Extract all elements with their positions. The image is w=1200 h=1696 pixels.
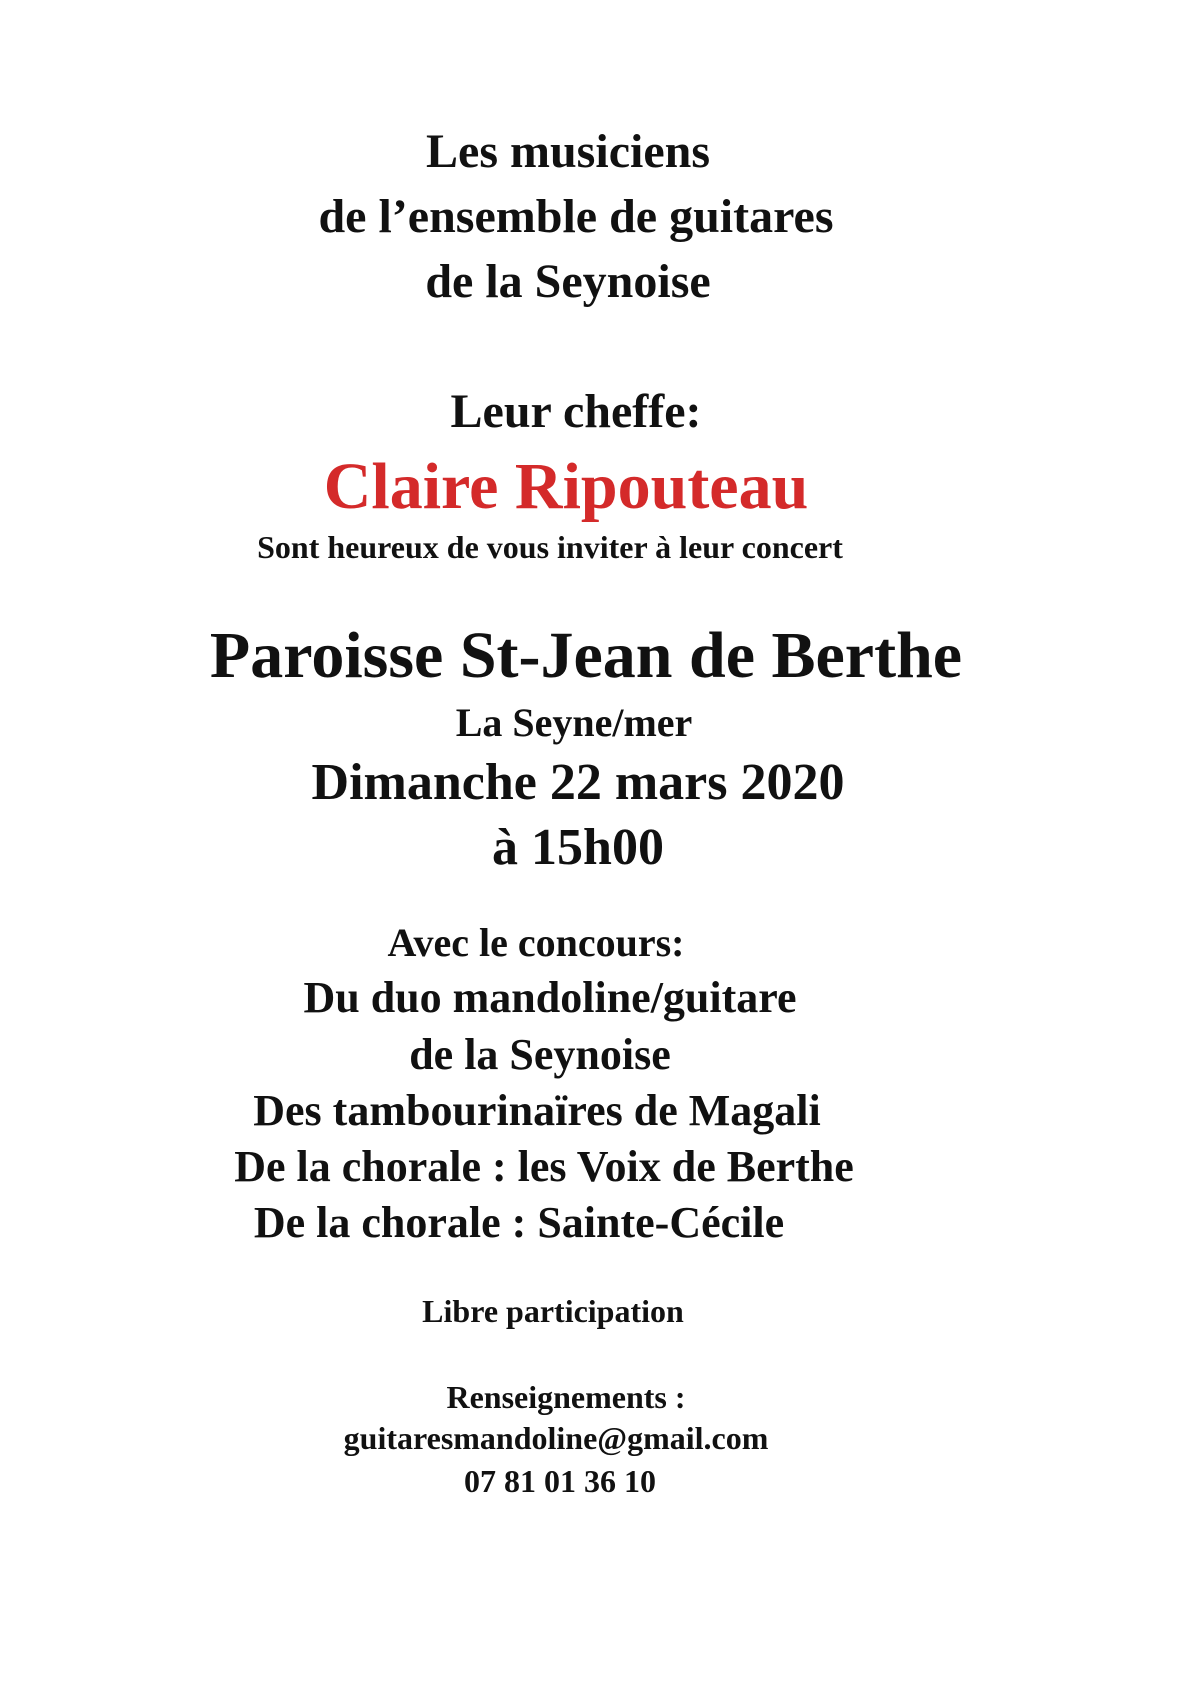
intro-line-3: de la Seynoise: [425, 255, 711, 308]
guest-item-duo: Du duo mandoline/guitare: [303, 973, 797, 1022]
venue-city: La Seyne/mer: [455, 700, 693, 745]
event-time: à 15h00: [492, 819, 664, 876]
admission-text: Libre participation: [422, 1293, 684, 1329]
guest-item-chorale-voix: De la chorale : les Voix de Berthe: [234, 1142, 854, 1191]
event-date: Dimanche 22 mars 2020: [311, 754, 845, 811]
conductor-heading: Leur cheffe:: [450, 385, 702, 438]
intro-line-1: Les musiciens: [425, 125, 711, 178]
contact-phone: 07 81 01 36 10: [464, 1463, 656, 1499]
conductor-name: Claire Ripouteau: [323, 450, 809, 523]
guest-item-duo-origin: de la Seynoise: [409, 1030, 671, 1079]
guest-item-chorale-cecile: De la chorale : Sainte-Cécile: [253, 1198, 785, 1247]
guest-item-tambourinaires: Des tambourinaïres de Magali: [253, 1086, 821, 1135]
guests-heading: Avec le concours:: [387, 920, 685, 965]
contact-heading: Renseignements :: [446, 1379, 686, 1415]
venue-name: Paroisse St-Jean de Berthe: [209, 619, 963, 692]
intro-line-2: de l’ensemble de guitares: [318, 190, 834, 243]
invitation-text: Sont heureux de vous inviter à leur concert: [257, 529, 843, 565]
contact-email[interactable]: guitaresmandoline@gmail.com: [343, 1420, 769, 1456]
